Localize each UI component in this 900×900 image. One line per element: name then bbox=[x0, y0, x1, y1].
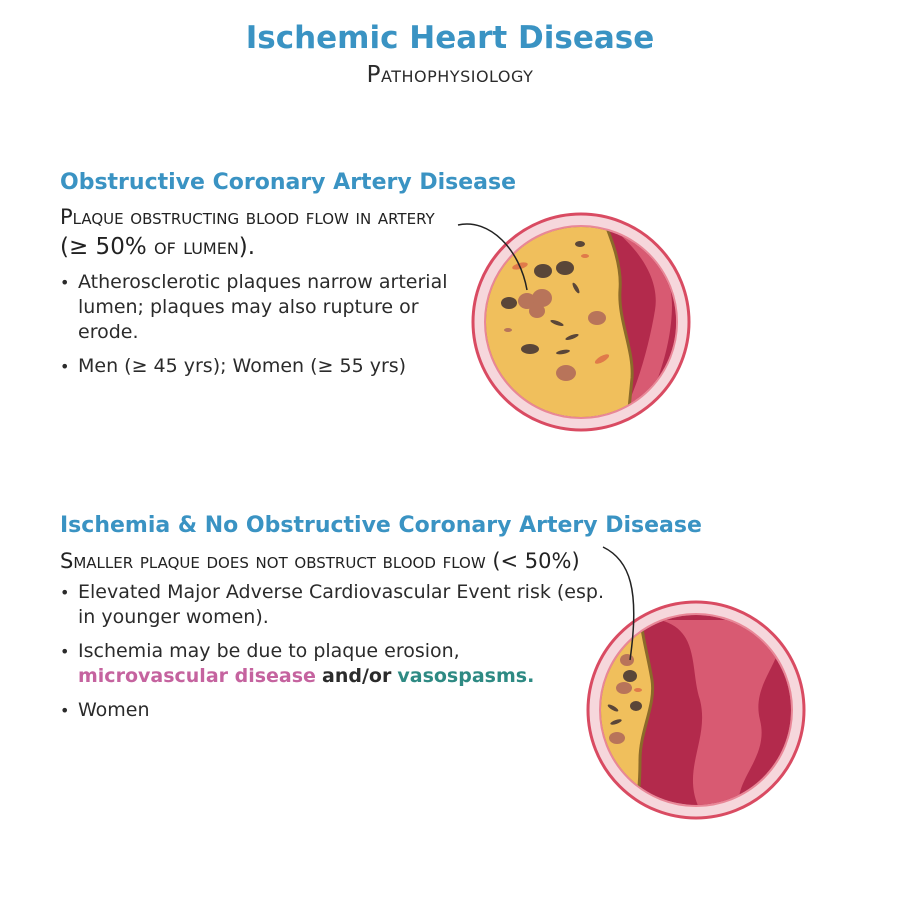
obstructive-bullet-1: • Atherosclerotic plaques narrow arterial lumen; plaques may also rupture or erode. bbox=[60, 270, 450, 345]
obstructed-artery-illustration bbox=[470, 210, 700, 440]
inoca-bullet-2-text: Ischemia may be due to plaque erosion, bbox=[78, 640, 460, 662]
obstructive-bullet-2: • Men (≥ 45 yrs); Women (≥ 55 yrs) bbox=[60, 354, 450, 379]
inoca-bullet-3: • Women bbox=[60, 698, 625, 723]
and-or-connector: and/or bbox=[322, 665, 392, 687]
obstructive-lead-line2: (≥ 50% of lumen). bbox=[60, 234, 256, 260]
vasospasms-term: vasospasms. bbox=[397, 665, 535, 687]
inoca-heading: Ischemia & No Obstructive Coronary Artery Disease bbox=[60, 513, 702, 538]
page-title: Ischemic Heart Disease bbox=[245, 20, 655, 56]
inoca-bullet-1: • Elevated Major Adverse Cardiovascular Event risk (esp. in younger women). bbox=[60, 580, 625, 630]
inoca-lead: Smaller plaque does not obstruct blood flow (< 50%) bbox=[60, 549, 580, 573]
plaque-large bbox=[470, 210, 632, 440]
non-obstructed-artery-illustration bbox=[588, 602, 805, 820]
obstructive-lead-line1: Plaque obstructing blood flow in artery bbox=[60, 205, 435, 229]
obstructive-heading: Obstructive Coronary Artery Disease bbox=[60, 170, 517, 195]
page-subtitle: Pathophysiology bbox=[366, 62, 534, 88]
microvascular-disease-term: microvascular disease bbox=[78, 665, 316, 687]
